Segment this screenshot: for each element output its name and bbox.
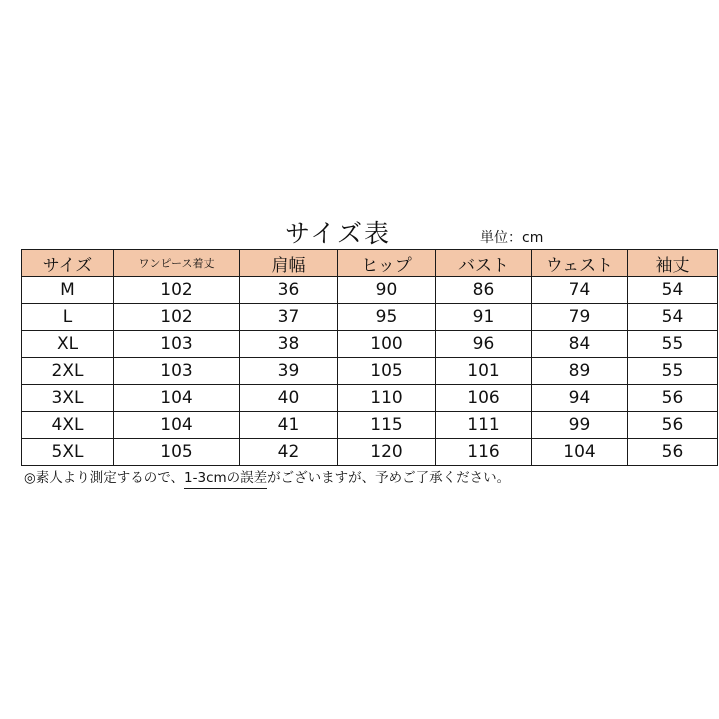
cell-dress-length: 102 bbox=[114, 277, 240, 304]
cell-dress-length: 103 bbox=[114, 358, 240, 385]
cell-sleeve: 56 bbox=[628, 385, 718, 412]
cell-size: 5XL bbox=[22, 439, 114, 466]
cell-bust: 111 bbox=[436, 412, 532, 439]
note-prefix: ◎素人より測定するので、 bbox=[24, 470, 185, 486]
size-table bbox=[21, 249, 718, 466]
header-shoulder: 肩幅 bbox=[240, 250, 338, 277]
cell-dress-length: 104 bbox=[114, 385, 240, 412]
cell-sleeve: 55 bbox=[628, 331, 718, 358]
cell-waist: 79 bbox=[532, 304, 628, 331]
cell-hip: 95 bbox=[338, 304, 436, 331]
header-hip: ヒップ bbox=[338, 250, 436, 277]
cell-sleeve: 56 bbox=[628, 439, 718, 466]
cell-waist: 104 bbox=[532, 439, 628, 466]
header-size: サイズ bbox=[22, 250, 114, 277]
cell-hip: 100 bbox=[338, 331, 436, 358]
note-suffix: がございますが、予めご了承ください。 bbox=[267, 470, 511, 486]
cell-dress-length: 105 bbox=[114, 439, 240, 466]
cell-dress-length: 103 bbox=[114, 331, 240, 358]
header-bust: バスト bbox=[436, 250, 532, 277]
cell-size: M bbox=[22, 277, 114, 304]
cell-hip: 120 bbox=[338, 439, 436, 466]
cell-sleeve: 55 bbox=[628, 358, 718, 385]
table-row bbox=[22, 385, 718, 412]
page-title: サイズ表 bbox=[285, 219, 392, 248]
cell-shoulder: 36 bbox=[240, 277, 338, 304]
cell-hip: 115 bbox=[338, 412, 436, 439]
cell-waist: 99 bbox=[532, 412, 628, 439]
cell-shoulder: 39 bbox=[240, 358, 338, 385]
cell-size: L bbox=[22, 304, 114, 331]
cell-shoulder: 40 bbox=[240, 385, 338, 412]
cell-hip: 90 bbox=[338, 277, 436, 304]
note-error-range: 1-3cmの誤差 bbox=[184, 470, 267, 489]
header-dress-length: ワンピース着丈 bbox=[114, 250, 240, 277]
cell-shoulder: 37 bbox=[240, 304, 338, 331]
cell-hip: 110 bbox=[338, 385, 436, 412]
cell-size: XL bbox=[22, 331, 114, 358]
measurement-note bbox=[24, 468, 510, 488]
cell-shoulder: 38 bbox=[240, 331, 338, 358]
cell-size: 2XL bbox=[22, 358, 114, 385]
cell-bust: 101 bbox=[436, 358, 532, 385]
table-row bbox=[22, 277, 718, 304]
cell-bust: 86 bbox=[436, 277, 532, 304]
header-waist: ウェスト bbox=[532, 250, 628, 277]
table-row bbox=[22, 358, 718, 385]
cell-waist: 74 bbox=[532, 277, 628, 304]
cell-size: 3XL bbox=[22, 385, 114, 412]
cell-waist: 94 bbox=[532, 385, 628, 412]
unit-label: 単位：cm bbox=[480, 230, 544, 246]
header-sleeve: 袖丈 bbox=[628, 250, 718, 277]
cell-dress-length: 102 bbox=[114, 304, 240, 331]
cell-bust: 96 bbox=[436, 331, 532, 358]
cell-shoulder: 42 bbox=[240, 439, 338, 466]
table-row bbox=[22, 439, 718, 466]
cell-sleeve: 54 bbox=[628, 277, 718, 304]
cell-waist: 84 bbox=[532, 331, 628, 358]
cell-waist: 89 bbox=[532, 358, 628, 385]
cell-bust: 116 bbox=[436, 439, 532, 466]
cell-size: 4XL bbox=[22, 412, 114, 439]
cell-sleeve: 54 bbox=[628, 304, 718, 331]
cell-shoulder: 41 bbox=[240, 412, 338, 439]
cell-bust: 106 bbox=[436, 385, 532, 412]
table-row bbox=[22, 412, 718, 439]
cell-bust: 91 bbox=[436, 304, 532, 331]
cell-dress-length: 104 bbox=[114, 412, 240, 439]
header-row bbox=[22, 250, 718, 277]
table-row bbox=[22, 331, 718, 358]
table-row bbox=[22, 304, 718, 331]
cell-hip: 105 bbox=[338, 358, 436, 385]
cell-sleeve: 56 bbox=[628, 412, 718, 439]
